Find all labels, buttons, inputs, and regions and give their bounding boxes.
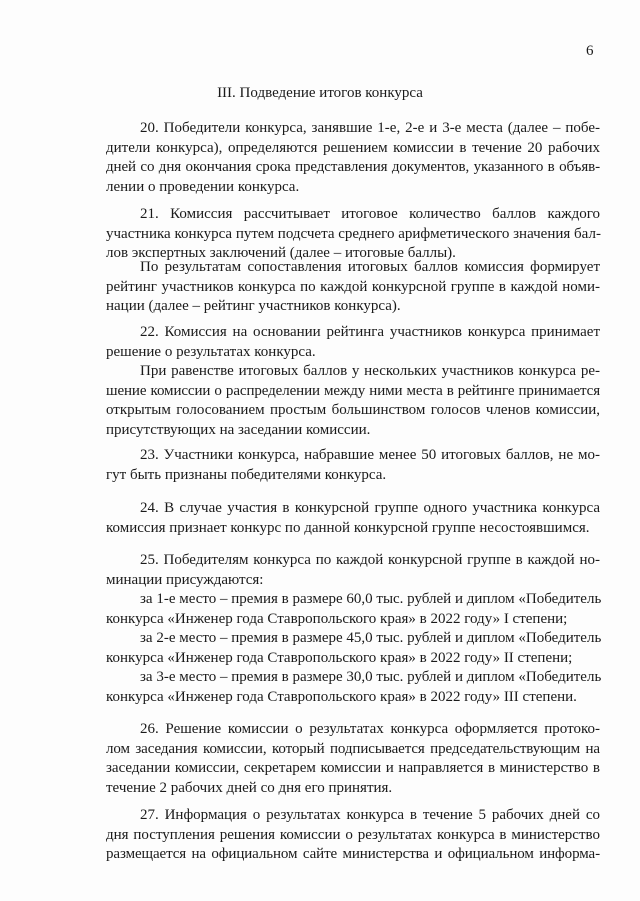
- prize-first-place: [106, 590, 600, 629]
- text-line: шение комиссии о распределении между ними места в рейтинге принимается: [106, 382, 600, 399]
- paragraph-22-continued: [106, 362, 600, 440]
- text-line: 22. Комиссия на основании рейтинга участников конкурса принимает: [140, 324, 600, 340]
- text-line: течение 2 рабочих дней со дня его принятия.: [106, 779, 393, 796]
- text-line: решение о результатах конкурса.: [106, 343, 316, 360]
- text-line: дня поступления решения комиссии о результатах конкурса в министерство: [106, 826, 600, 843]
- text-line: рейтинг участников конкурса по каждой конкурсной группе в каждой номи-: [106, 278, 600, 295]
- prize-second-place: [106, 629, 600, 668]
- text-line: комиссия признает конкурс по данной конкурсной группе несостоявшимся.: [106, 519, 590, 536]
- text-line: минации присуждаются:: [106, 571, 264, 588]
- text-line: 26. Решение комиссии о результатах конкурса оформляется протоко-: [140, 721, 600, 737]
- text-line: открытым голосованием простым большинством голосов членов комиссии,: [106, 402, 600, 419]
- text-line: конкурса «Инженер года Ставропольского края» в 2022 году» I степени;: [106, 610, 568, 627]
- paragraph-27: [106, 806, 600, 865]
- text-line: 21. Комиссия рассчитывает итоговое количество баллов каждого: [140, 206, 600, 222]
- text-line: дители конкурса), определяются решением комиссии в течение 20 рабочих: [106, 139, 600, 156]
- text-line: за 2-е место – премия в размере 45,0 тыс. рублей и диплом «Победитель: [140, 630, 602, 646]
- text-line: лении о проведении конкурса.: [106, 178, 300, 195]
- text-line: конкурса «Инженер года Ставропольского края» в 2022 году» II степени;: [106, 649, 573, 666]
- text-line: за 3-е место – премия в размере 30,0 тыс. рублей и диплом «Победитель: [140, 669, 602, 685]
- text-line: лом заседания комиссии, который подписывается председательствующим на: [106, 740, 600, 757]
- text-line: размещается на официальном сайте министерства и официальном информа-: [106, 846, 600, 863]
- text-line: заседании комиссии, секретарем комиссии и направляется в министерство в: [106, 760, 600, 777]
- text-line: 27. Информация о результатах конкурса в течение 5 рабочих дней со: [140, 807, 600, 823]
- text-line: 23. Участники конкурса, набравшие менее 50 итоговых баллов, не мо-: [140, 447, 600, 463]
- text-line: дней со дня окончания срока представления документов, указанного в объяв-: [106, 159, 600, 176]
- text-line: 24. В случае участия в конкурсной группе одного участника конкурса: [140, 500, 600, 516]
- paragraph-25: [106, 551, 600, 590]
- paragraph-22: [106, 323, 600, 362]
- paragraph-26: [106, 720, 600, 798]
- text-line: конкурса «Инженер года Ставропольского края» в 2022 году» III степени.: [106, 688, 577, 705]
- paragraph-23: [106, 446, 600, 485]
- prize-third-place: [106, 668, 600, 707]
- page-number: 6: [586, 43, 594, 59]
- paragraph-21: [106, 205, 600, 264]
- text-line: По результатам сопоставления итоговых баллов комиссия формирует: [140, 259, 600, 275]
- text-line: 25. Победителям конкурса по каждой конкурсной группе в каждой но-: [140, 552, 600, 568]
- text-line: лов экспертных заключений (далее – итоговые баллы).: [106, 245, 456, 262]
- text-line: 20. Победители конкурса, занявшие 1-е, 2-е и 3-е места (далее – побе-: [140, 120, 600, 136]
- text-line: нации (далее – рейтинг участников конкурса).: [106, 298, 401, 315]
- paragraph-24: [106, 499, 600, 538]
- section-title: III. Подведение итогов конкурса: [217, 85, 423, 101]
- text-line: При равенстве итоговых баллов у нескольких участников конкурса ре-: [140, 363, 600, 379]
- text-line: присутствующих на заседании комиссии.: [106, 421, 371, 438]
- paragraph-20: [106, 119, 600, 197]
- text-line: гут быть признаны победителями конкурса.: [106, 466, 387, 483]
- text-line: участника конкурса путем подсчета среднего арифметического значения бал-: [106, 225, 601, 242]
- text-line: за 1-е место – премия в размере 60,0 тыс. рублей и диплом «Победитель: [140, 591, 602, 607]
- paragraph-21-continued: [106, 258, 600, 317]
